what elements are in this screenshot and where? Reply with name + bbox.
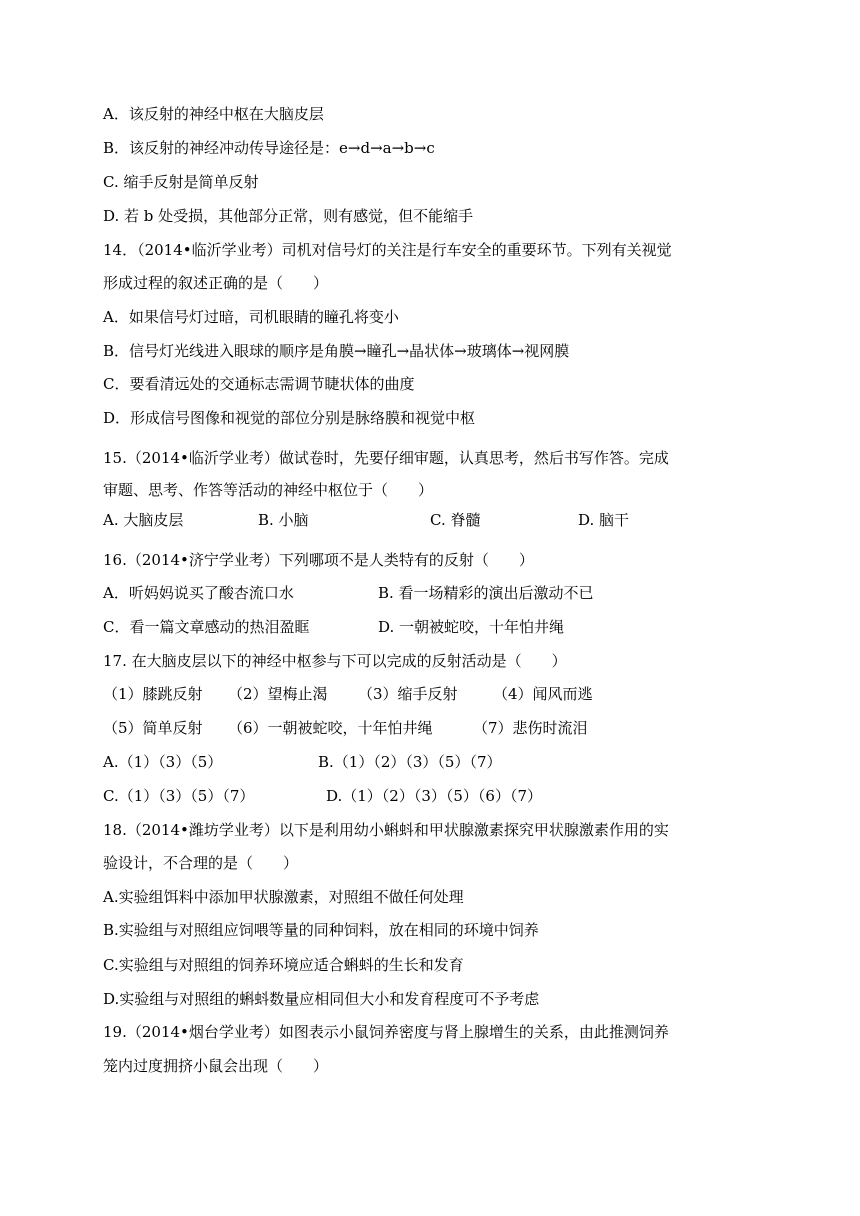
q17-item-6: （6）一朝被蛇咬，十年怕井绳: [228, 719, 433, 737]
q18-option-a: A.实验组饵料中添加甲状腺激素，对照组不做任何处理: [103, 888, 464, 906]
q13-option-b: B．该反射的神经冲动传导途径是：e→d→a→b→c: [103, 139, 435, 157]
q15-option-d: D. 脑干: [578, 511, 630, 529]
q15-options-row: [103, 510, 703, 530]
q17-options-row1: [103, 752, 703, 772]
q13-option-d: D. 若 b 处受损，其他部分正常，则有感觉，但不能缩手: [103, 207, 474, 225]
q15-stem-line2: 审题、思考、作答等活动的神经中枢位于（ ）: [103, 481, 434, 499]
q18-stem-line2: 验设计，不合理的是（ ）: [103, 854, 299, 872]
q18-stem-line1: 18.（2014•潍坊学业考）以下是利用幼小蝌蚪和甲状腺激素探究甲状腺激素作用的实: [103, 821, 669, 839]
q15-stem-line1: 15.（2014•临沂学业考）做试卷时，先要仔细审题，认真思考，然后书写作答。完成: [103, 449, 669, 467]
q18-option-c: C.实验组与对照组的饲养环境应适合蝌蚪的生长和发育: [103, 956, 464, 974]
q19-stem-line2: 笼内过度拥挤小鼠会出现（ ）: [103, 1057, 329, 1075]
q14-option-b: B．信号灯光线进入眼球的顺序是角膜→瞳孔→晶状体→玻璃体→视网膜: [103, 342, 570, 360]
q14-stem-line2: 形成过程的叙述正确的是（ ）: [103, 274, 329, 292]
q13-option-a: A．该反射的神经中枢在大脑皮层: [103, 105, 324, 123]
q17-items-row2: [103, 718, 703, 738]
q17-item-5: （5）简单反射: [103, 719, 203, 737]
q14-stem-line1: 14．（2014•临沂学业考）司机对信号灯的关注是行车安全的重要环节。下列有关视觉: [103, 241, 672, 259]
q17-item-4: （4）闻风而逃: [493, 685, 593, 703]
q17-option-b: B.（1）（2）（3）（5）（7）: [318, 753, 502, 771]
q16-options-row1: [103, 583, 703, 603]
q16-option-b: B. 看一场精彩的演出后激动不已: [378, 584, 594, 602]
q16-option-c: C．看一篇文章感动的热泪盈眶: [103, 618, 310, 636]
q16-options-row2: [103, 617, 703, 637]
q19-stem-line1: 19.（2014•烟台学业考）如图表示小鼠饲养密度与肾上腺增生的关系，由此推测饲养: [103, 1023, 669, 1041]
q18-option-d: D.实验组与对照组的蝌蚪数量应相同但大小和发育程度可不予考虑: [103, 990, 540, 1008]
q14-option-c: C．要看清远处的交通标志需调节睫状体的曲度: [103, 375, 415, 393]
q17-stem: 17. 在大脑皮层以下的神经中枢参与下可以完成的反射活动是（ ）: [103, 652, 567, 670]
q17-item-1: （1）膝跳反射: [103, 685, 203, 703]
q17-item-2: （2）望梅止渴: [228, 685, 328, 703]
q17-options-row2: [103, 786, 703, 806]
q17-option-c: C.（1）（3）（5）（7）: [103, 787, 255, 805]
q16-option-d: D. 一朝被蛇咬，十年怕井绳: [378, 618, 565, 636]
q14-option-a: A．如果信号灯过暗，司机眼睛的瞳孔将变小: [103, 308, 399, 326]
q17-option-d: D.（1）（2）（3）（5）（6）（7）: [326, 787, 543, 805]
q15-option-b: B. 小脑: [258, 511, 309, 529]
q17-items-row1: [103, 684, 703, 704]
q14-option-d: D．形成信号图像和视觉的部位分别是脉络膜和视觉中枢: [103, 409, 476, 427]
q16-option-a: A．听妈妈说买了酸杏流口水: [103, 584, 294, 602]
q17-item-3: （3）缩手反射: [358, 685, 458, 703]
q15-option-a: A. 大脑皮层: [103, 511, 184, 529]
q17-item-7: （7）悲伤时流泪: [473, 719, 588, 737]
q18-option-b: B.实验组与对照组应饲喂等量的同种饲料，放在相同的环境中饲养: [103, 921, 539, 939]
q13-option-c: C. 缩手反射是简单反射: [103, 173, 259, 191]
q16-stem: 16.（2014•济宁学业考）下列哪项不是人类特有的反射（ ）: [103, 551, 534, 569]
q17-option-a: A.（1）（3）（5）: [103, 753, 223, 771]
q15-option-c: C. 脊髓: [430, 511, 481, 529]
